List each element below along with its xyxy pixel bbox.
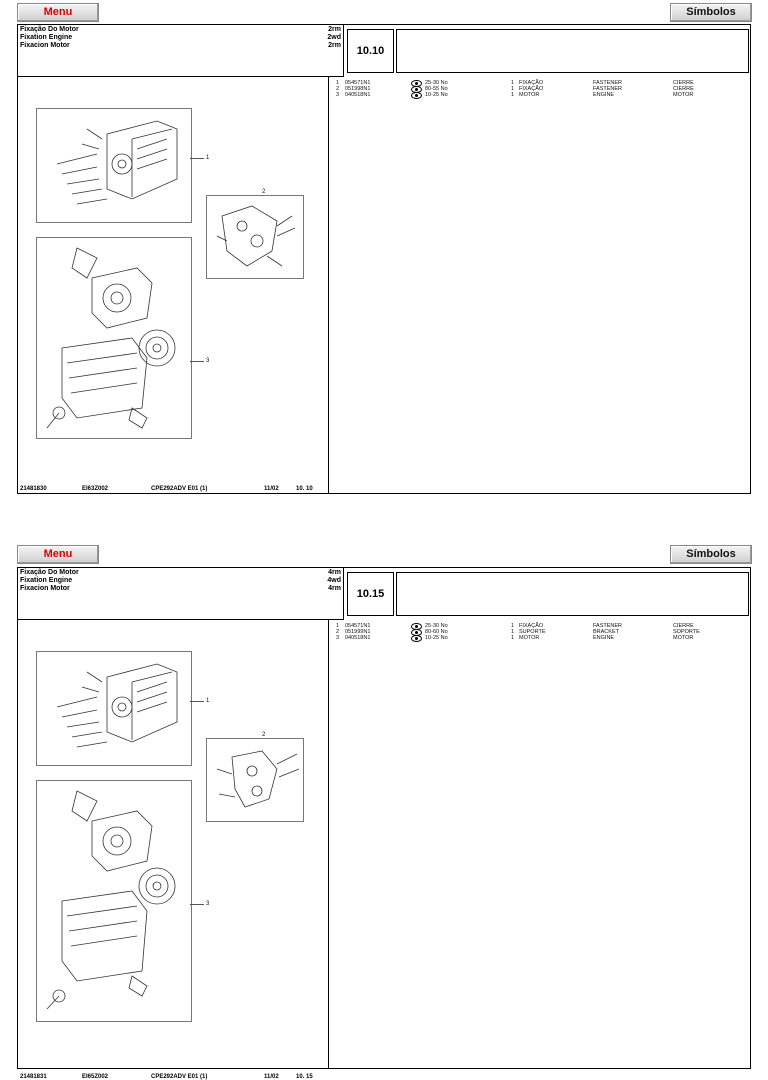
serial-range: 80-60 No [425,629,448,635]
desc-es: SOPORTE [673,629,700,635]
transmission-drawing [36,651,192,766]
desc-en: FASTENER [593,86,623,92]
section-number: 10.15 [347,572,394,616]
quantity: 1 [511,635,515,641]
callout-2: 2 [262,189,266,195]
desc-pt: MOTOR [519,635,540,641]
item-number: 1 [336,80,340,86]
callout-leader-1 [190,701,204,702]
quantity: 1 [511,92,515,98]
figure-code: EI63Z002 [82,486,109,492]
part-number: 051998N1 [345,86,371,92]
drive-code-pt: 4rm [328,569,341,576]
quantity: 1 [511,86,515,92]
desc-en: ENGINE [593,635,615,641]
parts-list [333,623,743,641]
ref-code: 10. 10 [296,486,313,492]
item-number: 3 [336,635,340,641]
table-row[interactable] [333,635,743,641]
drive-code-en: 2wd [327,34,341,41]
date-code: 11/02 [264,486,279,492]
drive-code-pt: 2rm [328,26,341,33]
callout-1: 1 [206,155,210,161]
date-code: 11/02 [264,1074,279,1080]
serial-range: 80-55 No [425,86,448,92]
desc-es: MOTOR [673,92,694,98]
item-number: 1 [336,623,340,629]
callout-leader-3 [190,361,204,362]
model-code: CPE292ADV E01 (1) [151,486,208,492]
symbols-button[interactable]: Símbolos [670,3,752,22]
serial-range: 10-25 No [425,92,448,98]
drive-code-en: 4wd [327,577,341,584]
notes-box [396,572,749,616]
desc-es: MOTOR [673,635,694,641]
title-pt: Fixação Do Motor [20,26,79,33]
parts-sheet [17,24,751,494]
title-es: Fixacion Motor [20,42,70,49]
engine-drawing [36,780,192,1022]
item-number: 2 [336,629,340,635]
callout-leader-1 [190,158,204,159]
title-pt: Fixação Do Motor [20,569,79,576]
part-number: 054571N1 [345,623,371,629]
desc-en: BRACKET [593,629,619,635]
quantity: 1 [511,629,515,635]
drive-code-es: 4rm [328,585,341,592]
parts-list [333,80,743,98]
desc-pt: FIXAÇÃO [519,80,544,86]
title-es: Fixacion Motor [20,585,70,592]
title-en: Fixation Engine [20,577,73,584]
quantity: 1 [511,623,515,629]
doc-number: 21481830 [20,486,47,492]
callout-1: 1 [206,698,210,704]
bracket-drawing [206,738,304,822]
engine-drawing [36,237,192,439]
desc-es: CIERRE [673,623,694,629]
title-block [18,568,344,620]
bracket-drawing [206,195,304,279]
serial-range: 25-30 No [425,80,448,86]
desc-pt: SUPORTE [519,629,546,635]
serial-range: 25-30 No [425,623,448,629]
title-block [18,25,344,77]
part-number: 040518N1 [345,92,371,98]
desc-es: CIERRE [673,86,694,92]
exploded-diagram [18,77,329,493]
desc-pt: FIXAÇÃO [519,623,544,629]
callout-3: 3 [206,901,210,907]
quantity: 1 [511,80,515,86]
transmission-drawing [36,108,192,223]
section-number: 10.10 [347,29,394,73]
desc-en: FASTENER [593,80,623,86]
model-code: CPE292ADV E01 (1) [151,1074,208,1080]
doc-number: 21481831 [20,1074,47,1080]
desc-en: FASTENER [593,623,623,629]
notes-box [396,29,749,73]
table-row[interactable] [333,92,743,98]
eye-icon[interactable] [411,635,422,642]
part-number: 054571N1 [345,80,371,86]
callout-leader-3 [190,904,204,905]
exploded-diagram [18,620,329,1068]
serial-range: 10-25 No [425,635,448,641]
part-number: 040518N1 [345,635,371,641]
callout-3: 3 [206,358,210,364]
item-number: 2 [336,86,340,92]
ref-code: 10. 15 [296,1074,313,1080]
title-en: Fixation Engine [20,34,73,41]
desc-en: ENGINE [593,92,615,98]
menu-button[interactable]: Menu [17,3,99,22]
symbols-button[interactable]: Símbolos [670,545,752,564]
callout-2: 2 [262,732,266,738]
desc-es: CIERRE [673,80,694,86]
desc-pt: FIXAÇÃO [519,86,544,92]
eye-icon[interactable] [411,92,422,99]
parts-sheet [17,567,751,1080]
item-number: 3 [336,92,340,98]
drive-code-es: 2rm [328,42,341,49]
menu-button[interactable]: Menu [17,545,99,564]
desc-pt: MOTOR [519,92,540,98]
part-number: 051999N1 [345,629,371,635]
figure-code: EI65Z002 [82,1074,109,1080]
